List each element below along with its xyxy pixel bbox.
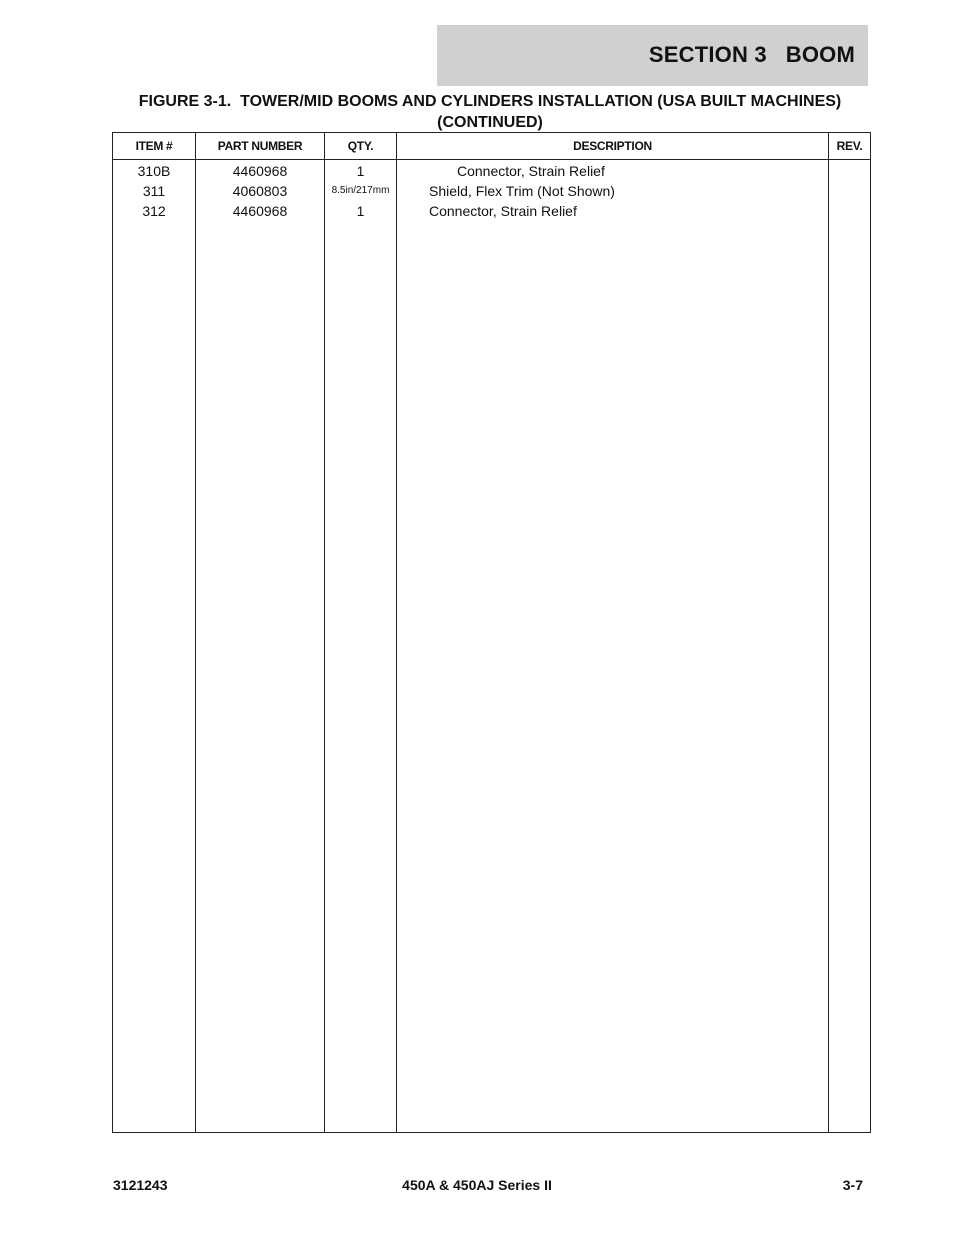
item-column [113, 160, 196, 1133]
part-number: 4460968 [232, 203, 288, 219]
rev-column [829, 160, 871, 1133]
part-number: 4060803 [232, 183, 288, 199]
figure-title [100, 91, 880, 133]
item-number: 312 [142, 203, 166, 219]
description: Connector, Strain Relief [429, 203, 577, 219]
quantity: 8.5in/217mm [331, 185, 390, 196]
header-rev: REV. [829, 133, 871, 160]
revision [829, 161, 870, 181]
item-number: 311 [142, 183, 166, 199]
figure-title-line-2: (CONTINUED) [437, 114, 543, 131]
quantity: 1 [356, 163, 365, 179]
part-number: 4460968 [232, 163, 288, 179]
footer-doc-number: 3121243 [113, 1177, 168, 1193]
header-part-number: PART NUMBER [196, 133, 325, 160]
quantity: 1 [356, 203, 365, 219]
description-column [397, 160, 829, 1133]
part-number-column [196, 160, 325, 1133]
item-number: 310B [137, 163, 171, 179]
description: Connector, Strain Relief [457, 163, 605, 179]
header-item: ITEM # [113, 133, 196, 160]
header-description: DESCRIPTION [397, 133, 829, 160]
revision [829, 181, 870, 201]
footer-model: 450A & 450AJ Series II [402, 1177, 552, 1193]
figure-title-line-1: FIGURE 3-1. TOWER/MID BOOMS AND CYLINDERS INSTALLATION (USA BUILT MACHINES) [138, 93, 842, 110]
header-qty: QTY. [325, 133, 397, 160]
section-title: SECTION 3 BOOM [648, 42, 855, 67]
parts-table [112, 132, 871, 1133]
qty-column [325, 160, 397, 1133]
revision [829, 201, 870, 221]
table-body-row [113, 160, 871, 1133]
footer-page-number: 3-7 [842, 1177, 863, 1193]
table-header-row [113, 133, 871, 160]
section-banner [437, 25, 868, 86]
description: Shield, Flex Trim (Not Shown) [429, 183, 615, 199]
